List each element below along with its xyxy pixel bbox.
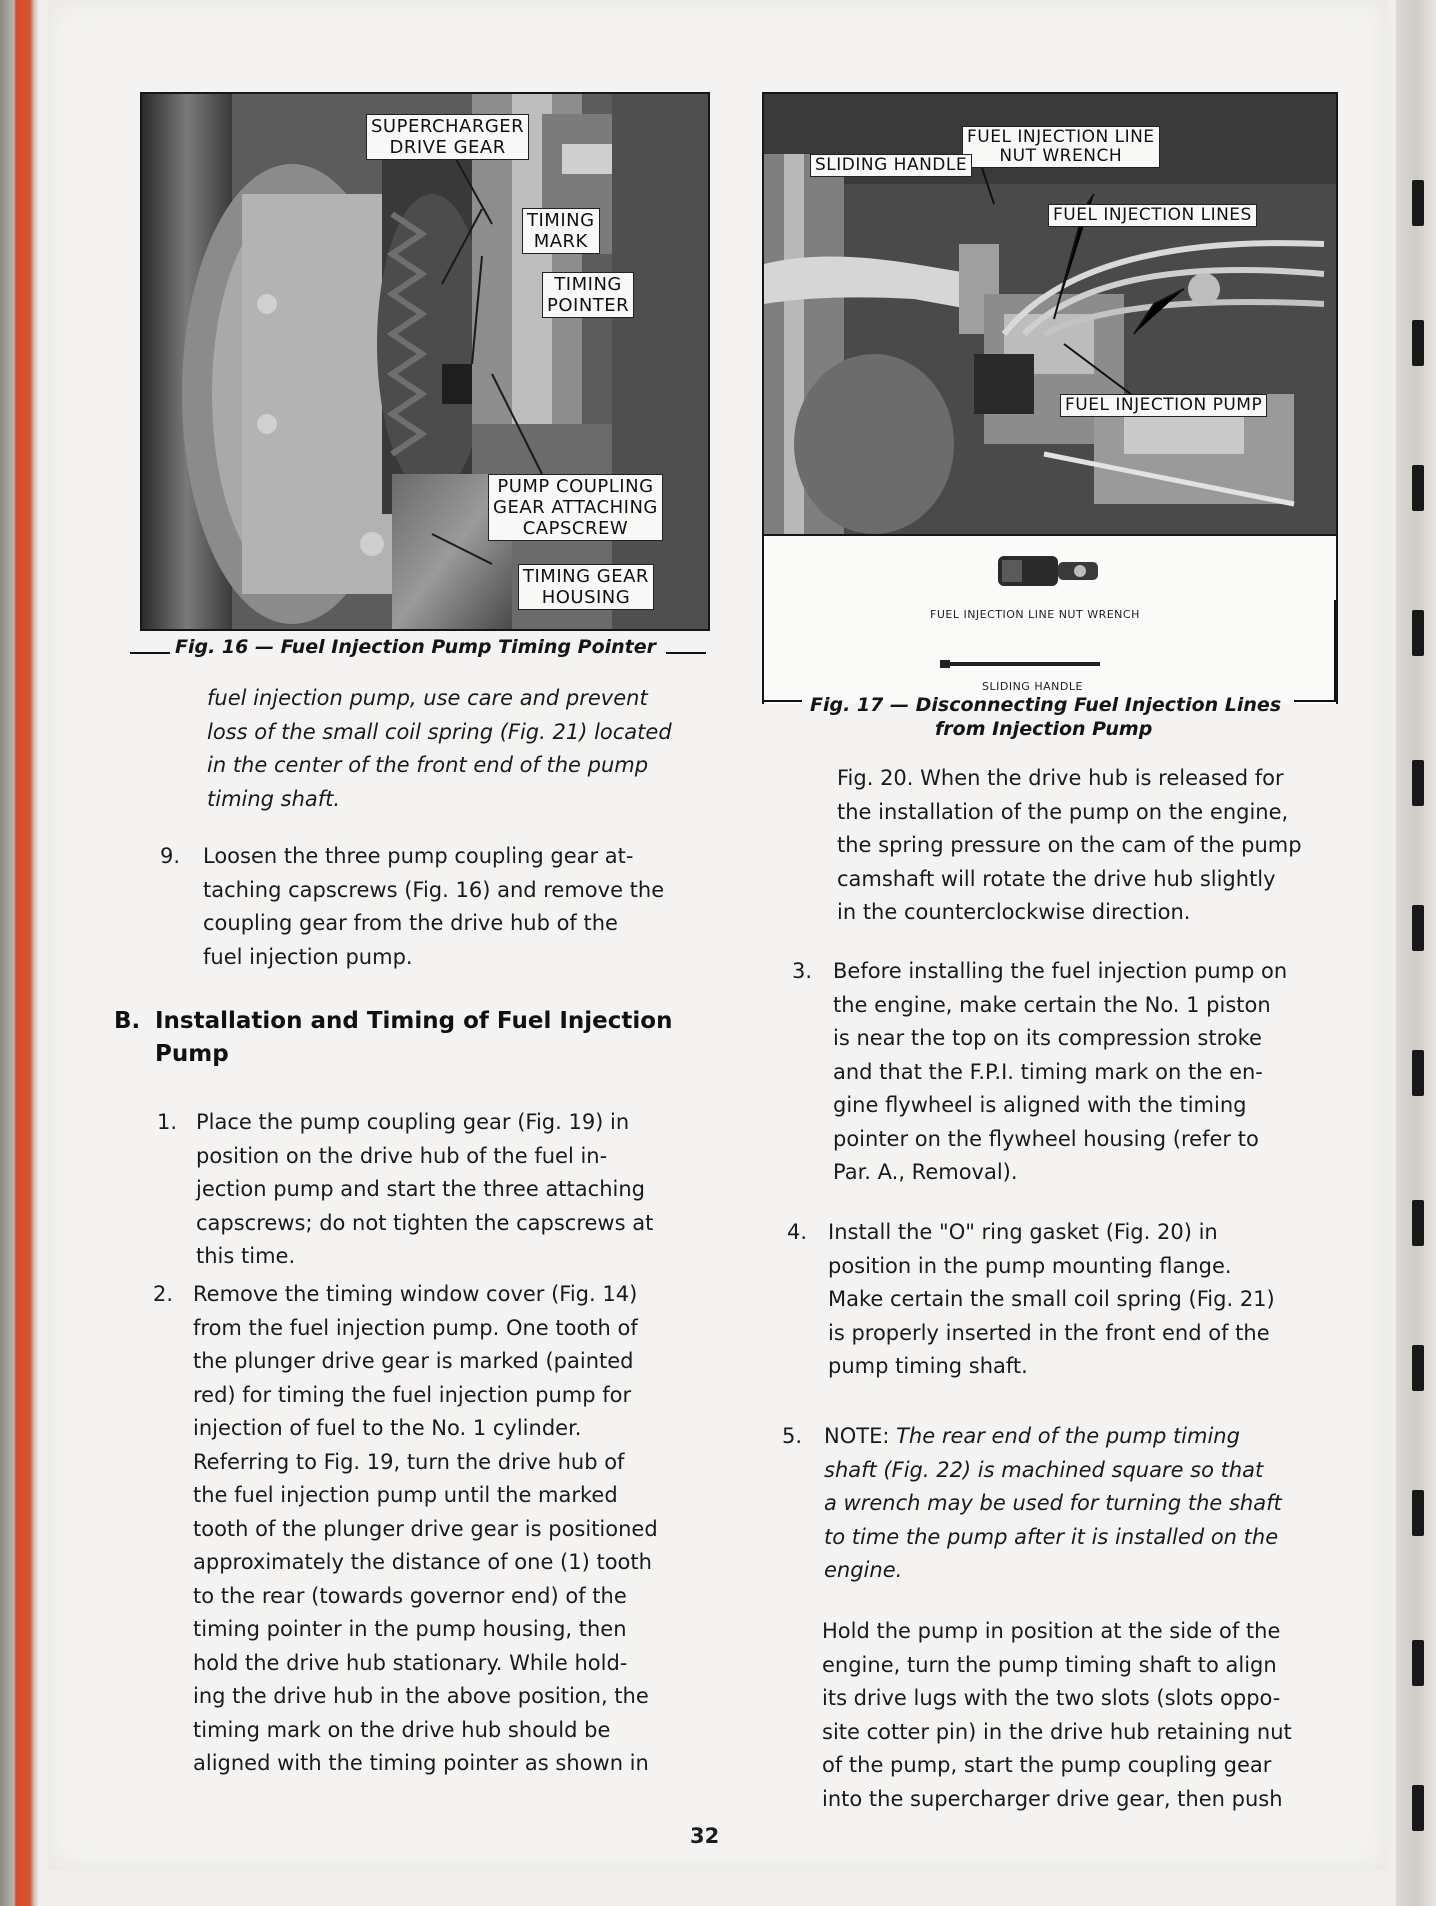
text-line: the engine, make certain the No. 1 piston: [833, 992, 1271, 1017]
page-number: 32: [690, 1824, 720, 1848]
figure-17-left-rule: [762, 700, 802, 702]
text-line: Make certain the small coil spring (Fig. 21): [828, 1287, 1275, 1311]
text-line: and that the F.P.I. timing mark on the en-: [833, 1059, 1263, 1084]
note-text: The rear end of the pump timing: [889, 1424, 1240, 1448]
step-4-number: 4.: [787, 1220, 808, 1244]
heading-line: Pump: [155, 1041, 229, 1067]
text-line: Hold the pump in position at the side of the: [822, 1619, 1281, 1643]
heading-line: Installation and Timing of Fuel Injection: [155, 1008, 673, 1034]
label-line: NUT WRENCH: [999, 146, 1123, 166]
binding-ring: [1412, 180, 1424, 226]
sliding-handle-drawing: [940, 656, 1100, 672]
text-line: Install the "O" ring gasket (Fig. 20) in: [828, 1220, 1218, 1244]
text-line: to the rear (towards governor end) of the: [193, 1583, 627, 1608]
text-line: Par. A., Removal).: [833, 1160, 1018, 1184]
text-line: timing shaft.: [207, 786, 341, 811]
label-line: PUMP COUPLING: [497, 476, 654, 497]
label-fuel-injection-pump: FUEL INJECTION PUMP: [1060, 394, 1267, 417]
figure-16-caption: Fig. 16 — Fuel Injection Pump Timing Pointer: [175, 636, 657, 658]
step-4-paragraph: [828, 1216, 1334, 1384]
binding-ring: [1412, 1490, 1424, 1536]
text-line: in the center of the front end of the pump: [207, 753, 649, 777]
binding-ring: [1412, 1640, 1424, 1686]
text-line: Place the pump coupling gear (Fig. 19) in: [196, 1110, 630, 1134]
label-sliding-handle: SLIDING HANDLE: [810, 154, 972, 177]
binding-ring: [1412, 1200, 1424, 1246]
section-b-title: [155, 1005, 715, 1071]
text-line: coupling gear from the drive hub of the: [203, 911, 618, 935]
step-3-paragraph: [833, 955, 1335, 1190]
label-line: SUPERCHARGER: [371, 116, 525, 137]
text-line: loss of the small coil spring (Fig. 21) located: [207, 719, 672, 744]
text-line: the spring pressure on the cam of the pump: [837, 833, 1302, 857]
figure-16-caption-rule: [666, 652, 706, 654]
label-line: MARK: [533, 231, 588, 252]
text-line: is properly inserted in the front end of the: [828, 1320, 1270, 1345]
label-line: CAPSCREW: [522, 518, 629, 539]
label-pump-coupling-gear-capscrew: [488, 474, 663, 541]
text-line: injection of fuel to the No. 1 cylinder.: [193, 1416, 582, 1440]
text-line: to time the pump after it is installed on the: [824, 1524, 1279, 1549]
label-line: GEAR ATTACHING: [493, 497, 658, 518]
text-line: is near the top on its compression stroke: [833, 1026, 1262, 1050]
text-line: tooth of the plunger drive gear is positioned: [193, 1516, 658, 1541]
label-line: FUEL INJECTION LINE: [967, 127, 1155, 147]
text-line: Before installing the fuel injection pump on: [833, 959, 1288, 983]
text-line: position in the pump mounting flange.: [828, 1253, 1232, 1278]
text-line: engine, turn the pump timing shaft to align: [822, 1652, 1277, 1677]
text-line: timing mark on the drive hub should be: [193, 1717, 611, 1742]
text-line: aligned with the timing pointer as shown in: [193, 1751, 649, 1775]
text-line: ing the drive hub in the above position, the: [193, 1684, 649, 1708]
inset-label-nut-wrench: FUEL INJECTION LINE NUT WRENCH: [930, 608, 1140, 621]
label-fuel-injection-line-nut-wrench: [962, 126, 1160, 168]
figure-17-caption-line1: Fig. 17 — Disconnecting Fuel Injection Lines: [810, 694, 1282, 716]
label-fuel-injection-lines: FUEL INJECTION LINES: [1048, 204, 1257, 227]
text-line: fuel injection pump, use care and prevent: [207, 686, 648, 710]
text-line: the installation of the pump on the engine,: [837, 799, 1289, 824]
text-line: Loosen the three pump coupling gear at-: [203, 844, 634, 868]
binding-ring: [1412, 760, 1424, 806]
text-line: its drive lugs with the two slots (slots oppo-: [822, 1686, 1281, 1710]
figure-16-photo: [140, 92, 710, 631]
text-line: in the counterclockwise direction.: [837, 900, 1191, 924]
figure-17: [762, 92, 1338, 704]
label-line: HOUSING: [541, 587, 631, 608]
binding-ring: [1412, 1050, 1424, 1096]
step-9-number: 9.: [160, 844, 181, 868]
binding-ring: [1412, 1785, 1424, 1831]
text-line: into the supercharger drive gear, then push: [822, 1786, 1283, 1811]
label-line: TIMING: [527, 210, 595, 231]
text-line: Remove the timing window cover (Fig. 14): [193, 1282, 638, 1306]
binding-edge-left: [0, 0, 38, 1906]
text-line: shaft (Fig. 22) is machined square so that: [824, 1457, 1264, 1482]
text-line: red) for timing the fuel injection pump for: [193, 1382, 632, 1407]
binding-ring: [1412, 1345, 1424, 1391]
text-line: the plunger drive gear is marked (painted: [193, 1349, 634, 1373]
text-line: approximately the distance of one (1) tooth: [193, 1550, 652, 1574]
binding-ring: [1412, 320, 1424, 366]
text-line: this time.: [196, 1244, 296, 1268]
left-continuation-paragraph: [207, 682, 707, 816]
label-line: TIMING: [554, 274, 622, 295]
right-continuation-paragraph: [837, 762, 1337, 930]
text-line: Referring to Fig. 19, turn the drive hub of: [193, 1449, 625, 1474]
step-9-paragraph: [203, 840, 703, 974]
label-line: TIMING GEAR: [523, 566, 649, 587]
step-5-number: 5.: [782, 1424, 803, 1448]
label-timing-pointer: [542, 272, 634, 318]
label-timing-mark: [522, 208, 600, 254]
binding-ring: [1412, 610, 1424, 656]
text-line: capscrews; do not tighten the capscrews at: [196, 1210, 654, 1235]
binding-ring: [1412, 465, 1424, 511]
text-line: jection pump and start the three attaching: [196, 1177, 645, 1201]
step-5-paragraph: [822, 1615, 1334, 1816]
step-5-note: [824, 1420, 1334, 1588]
step-1-paragraph: [196, 1106, 706, 1274]
text-line: [824, 1420, 1334, 1454]
inset-label-sliding-handle: SLIDING HANDLE: [982, 680, 1083, 693]
figure-17-right-rule: [1294, 700, 1336, 702]
text-line: pump timing shaft.: [828, 1354, 1028, 1378]
text-line: of the pump, start the pump coupling gear: [822, 1753, 1272, 1777]
section-b-letter: B.: [114, 1008, 141, 1034]
text-line: engine.: [824, 1558, 903, 1582]
page-stack-right: [1396, 0, 1436, 1906]
step-3-number: 3.: [792, 959, 813, 983]
text-line: position on the drive hub of the fuel in-: [196, 1143, 608, 1168]
text-line: site cotter pin) in the drive hub retaining nut: [822, 1719, 1292, 1744]
text-line: hold the drive hub stationary. While hold-: [193, 1650, 628, 1675]
binding-ring: [1412, 905, 1424, 951]
text-line: from the fuel injection pump. One tooth of: [193, 1315, 638, 1340]
text-line: taching capscrews (Fig. 16) and remove the: [203, 877, 665, 902]
text-line: a wrench may be used for turning the shaft: [824, 1491, 1282, 1515]
text-line: camshaft will rotate the drive hub slightly: [837, 866, 1276, 891]
text-line: pointer on the flywheel housing (refer to: [833, 1126, 1259, 1151]
step-1-number: 1.: [157, 1110, 178, 1134]
label-line: POINTER: [547, 295, 630, 316]
inset-divider: [764, 534, 1336, 536]
text-line: the fuel injection pump until the marked: [193, 1483, 618, 1507]
figure-17-caption-line2: from Injection Pump: [935, 718, 1153, 740]
step-2-number: 2.: [153, 1282, 174, 1306]
text-line: fuel injection pump.: [203, 944, 413, 969]
text-line: gine flywheel is aligned with the timing: [833, 1093, 1247, 1117]
label-supercharger-drive-gear: [366, 114, 529, 160]
label-line: DRIVE GEAR: [389, 137, 506, 158]
step-2-paragraph: [193, 1278, 705, 1781]
note-label: NOTE:: [824, 1424, 890, 1448]
figure-16-caption-rule: [130, 652, 170, 654]
label-timing-gear-housing: [518, 564, 654, 610]
text-line: timing pointer in the pump housing, then: [193, 1617, 627, 1641]
figure-17-right-border: [1334, 600, 1336, 700]
nut-wrench-drawing: [988, 546, 1108, 596]
text-line: Fig. 20. When the drive hub is released for: [837, 766, 1284, 790]
engine-timing-photo: [142, 94, 708, 629]
